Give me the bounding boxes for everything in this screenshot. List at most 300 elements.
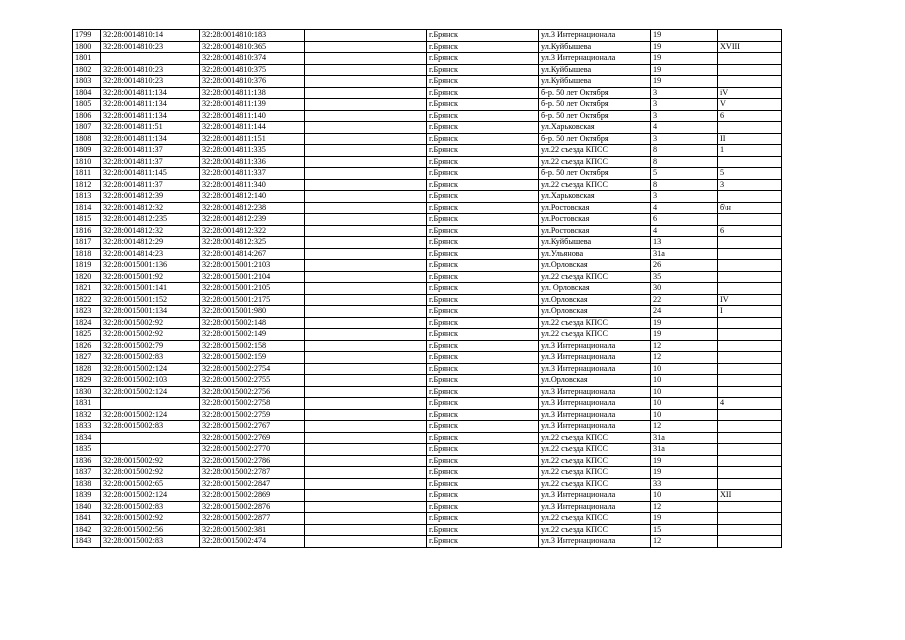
street-cell: б-р. 50 лет Октября [539, 110, 651, 122]
house-number-cell: 6 [651, 214, 718, 226]
object-cadastral-number: 32:28:0015002:474 [200, 536, 305, 548]
city-cell: г.Брянск [427, 283, 539, 295]
parcel-cadastral-number [101, 398, 200, 410]
row-number: 1816 [73, 225, 101, 237]
premises-cell [718, 478, 782, 490]
blank-cell [305, 122, 427, 134]
city-cell: г.Брянск [427, 363, 539, 375]
blank-cell [305, 513, 427, 525]
blank-cell [305, 156, 427, 168]
house-number-cell: 3 [651, 133, 718, 145]
house-number-cell: 31а [651, 432, 718, 444]
premises-cell [718, 191, 782, 203]
parcel-cadastral-number: 32:28:0014810:23 [101, 41, 200, 53]
blank-cell [305, 444, 427, 456]
blank-cell [305, 340, 427, 352]
city-cell: г.Брянск [427, 490, 539, 502]
city-cell: г.Брянск [427, 99, 539, 111]
row-number: 1805 [73, 99, 101, 111]
premises-cell: 6 [718, 110, 782, 122]
blank-cell [305, 87, 427, 99]
row-number: 1806 [73, 110, 101, 122]
object-cadastral-number: 32:28:0015001:2103 [200, 260, 305, 272]
object-cadastral-number: 32:28:0014810:365 [200, 41, 305, 53]
city-cell: г.Брянск [427, 294, 539, 306]
row-number: 1838 [73, 478, 101, 490]
row-number: 1818 [73, 248, 101, 260]
premises-cell [718, 524, 782, 536]
table-row [73, 202, 782, 214]
row-number: 1804 [73, 87, 101, 99]
object-cadastral-number: 32:28:0015001:2105 [200, 283, 305, 295]
parcel-cadastral-number: 32:28:0014814:23 [101, 248, 200, 260]
blank-cell [305, 110, 427, 122]
premises-cell [718, 237, 782, 249]
object-cadastral-number: 32:28:0014810:183 [200, 30, 305, 42]
premises-cell [718, 340, 782, 352]
city-cell: г.Брянск [427, 156, 539, 168]
row-number: 1832 [73, 409, 101, 421]
object-cadastral-number: 32:28:0015002:2786 [200, 455, 305, 467]
premises-cell [718, 513, 782, 525]
house-number-cell: 10 [651, 386, 718, 398]
row-number: 1830 [73, 386, 101, 398]
row-number: 1834 [73, 432, 101, 444]
house-number-cell: 8 [651, 156, 718, 168]
row-number: 1800 [73, 41, 101, 53]
street-cell: б-р. 50 лет Октября [539, 168, 651, 180]
parcel-cadastral-number: 32:28:0014812:32 [101, 202, 200, 214]
row-number: 1826 [73, 340, 101, 352]
table-row [73, 64, 782, 76]
parcel-cadastral-number: 32:28:0015001:152 [101, 294, 200, 306]
table-row [73, 168, 782, 180]
premises-cell: iV [718, 87, 782, 99]
parcel-cadastral-number: 32:28:0015002:92 [101, 329, 200, 341]
street-cell: ул.Орловская [539, 294, 651, 306]
city-cell: г.Брянск [427, 260, 539, 272]
table-row [73, 145, 782, 157]
city-cell: г.Брянск [427, 398, 539, 410]
blank-cell [305, 375, 427, 387]
house-number-cell: 22 [651, 294, 718, 306]
house-number-cell: 12 [651, 421, 718, 433]
city-cell: г.Брянск [427, 352, 539, 364]
blank-cell [305, 352, 427, 364]
city-cell: г.Брянск [427, 306, 539, 318]
house-number-cell: 10 [651, 375, 718, 387]
object-cadastral-number: 32:28:0015002:2767 [200, 421, 305, 433]
row-number: 1836 [73, 455, 101, 467]
table-row [73, 513, 782, 525]
table-row [73, 375, 782, 387]
street-cell: ул.22 съезда КПСС [539, 317, 651, 329]
parcel-cadastral-number: 32:28:0015002:92 [101, 513, 200, 525]
blank-cell [305, 467, 427, 479]
house-number-cell: 19 [651, 513, 718, 525]
blank-cell [305, 41, 427, 53]
blank-cell [305, 133, 427, 145]
parcel-cadastral-number: 32:28:0015001:136 [101, 260, 200, 272]
object-cadastral-number: 32:28:0015002:2758 [200, 398, 305, 410]
object-cadastral-number: 32:28:0014812:239 [200, 214, 305, 226]
street-cell: ул.3 Интернационала [539, 53, 651, 65]
table-row [73, 455, 782, 467]
house-number-cell: 19 [651, 30, 718, 42]
blank-cell [305, 168, 427, 180]
premises-cell [718, 352, 782, 364]
parcel-cadastral-number: 32:28:0015002:124 [101, 386, 200, 398]
object-cadastral-number: 32:28:0015002:2769 [200, 432, 305, 444]
street-cell: ул.22 съезда КПСС [539, 478, 651, 490]
blank-cell [305, 294, 427, 306]
row-number: 1814 [73, 202, 101, 214]
row-number: 1811 [73, 168, 101, 180]
street-cell: ул.22 съезда КПСС [539, 455, 651, 467]
street-cell: б-р. 50 лет Октября [539, 99, 651, 111]
premises-cell: XVIII [718, 41, 782, 53]
premises-cell [718, 317, 782, 329]
street-cell: ул.Ростовская [539, 202, 651, 214]
table-row [73, 467, 782, 479]
house-number-cell: 19 [651, 53, 718, 65]
street-cell: ул.Куйбышева [539, 76, 651, 88]
street-cell: ул.3 Интернационала [539, 409, 651, 421]
blank-cell [305, 260, 427, 272]
row-number: 1823 [73, 306, 101, 318]
object-cadastral-number: 32:28:0014811:140 [200, 110, 305, 122]
house-number-cell: 8 [651, 179, 718, 191]
premises-cell [718, 283, 782, 295]
street-cell: ул. Орловская [539, 283, 651, 295]
house-number-cell: 30 [651, 283, 718, 295]
table-row [73, 87, 782, 99]
object-cadastral-number: 32:28:0015002:2877 [200, 513, 305, 525]
premises-cell [718, 76, 782, 88]
house-number-cell: 19 [651, 329, 718, 341]
parcel-cadastral-number: 32:28:0014810:23 [101, 64, 200, 76]
row-number: 1837 [73, 467, 101, 479]
city-cell: г.Брянск [427, 375, 539, 387]
property-register-table [72, 29, 782, 548]
table-row [73, 99, 782, 111]
row-number: 1835 [73, 444, 101, 456]
city-cell: г.Брянск [427, 87, 539, 99]
object-cadastral-number: 32:28:0014812:140 [200, 191, 305, 203]
table-row [73, 110, 782, 122]
street-cell: ул.Ульянова [539, 248, 651, 260]
table-row [73, 329, 782, 341]
row-number: 1839 [73, 490, 101, 502]
house-number-cell: 13 [651, 237, 718, 249]
city-cell: г.Брянск [427, 168, 539, 180]
blank-cell [305, 271, 427, 283]
house-number-cell: 19 [651, 64, 718, 76]
table-row [73, 432, 782, 444]
parcel-cadastral-number: 32:28:0015002:79 [101, 340, 200, 352]
house-number-cell: 8 [651, 145, 718, 157]
object-cadastral-number: 32:28:0015002:2876 [200, 501, 305, 513]
premises-cell: 5 [718, 168, 782, 180]
street-cell: ул.3 Интернационала [539, 501, 651, 513]
table-row [73, 306, 782, 318]
house-number-cell: 19 [651, 317, 718, 329]
table-row [73, 283, 782, 295]
object-cadastral-number: 32:28:0015002:2754 [200, 363, 305, 375]
table-row [73, 191, 782, 203]
parcel-cadastral-number: 32:28:0015002:83 [101, 501, 200, 513]
street-cell: ул.3 Интернационала [539, 421, 651, 433]
city-cell: г.Брянск [427, 386, 539, 398]
object-cadastral-number: 32:28:0015002:149 [200, 329, 305, 341]
city-cell: г.Брянск [427, 202, 539, 214]
row-number: 1813 [73, 191, 101, 203]
blank-cell [305, 214, 427, 226]
table-row [73, 179, 782, 191]
parcel-cadastral-number [101, 53, 200, 65]
row-number: 1822 [73, 294, 101, 306]
street-cell: ул.Орловская [539, 375, 651, 387]
premises-cell: 6 [718, 225, 782, 237]
street-cell: ул.22 съезда КПСС [539, 156, 651, 168]
premises-cell: II [718, 133, 782, 145]
blank-cell [305, 432, 427, 444]
premises-cell [718, 386, 782, 398]
row-number: 1819 [73, 260, 101, 272]
house-number-cell: 10 [651, 363, 718, 375]
row-number: 1824 [73, 317, 101, 329]
house-number-cell: 3 [651, 110, 718, 122]
premises-cell: б\н [718, 202, 782, 214]
row-number: 1829 [73, 375, 101, 387]
table-row [73, 386, 782, 398]
parcel-cadastral-number: 32:28:0014811:37 [101, 145, 200, 157]
city-cell: г.Брянск [427, 53, 539, 65]
city-cell: г.Брянск [427, 513, 539, 525]
parcel-cadastral-number: 32:28:0015001:134 [101, 306, 200, 318]
premises-cell [718, 432, 782, 444]
row-number: 1809 [73, 145, 101, 157]
row-number: 1820 [73, 271, 101, 283]
table-row [73, 53, 782, 65]
parcel-cadastral-number: 32:28:0014812:235 [101, 214, 200, 226]
blank-cell [305, 363, 427, 375]
blank-cell [305, 225, 427, 237]
object-cadastral-number: 32:28:0014812:322 [200, 225, 305, 237]
city-cell: г.Брянск [427, 455, 539, 467]
blank-cell [305, 53, 427, 65]
house-number-cell: 24 [651, 306, 718, 318]
table-row [73, 524, 782, 536]
row-number: 1831 [73, 398, 101, 410]
city-cell: г.Брянск [427, 214, 539, 226]
blank-cell [305, 501, 427, 513]
table-row [73, 122, 782, 134]
premises-cell [718, 156, 782, 168]
street-cell: ул.3 Интернационала [539, 340, 651, 352]
street-cell: б-р. 50 лет Октября [539, 87, 651, 99]
parcel-cadastral-number: 32:28:0015002:83 [101, 421, 200, 433]
street-cell: ул.22 съезда КПСС [539, 513, 651, 525]
parcel-cadastral-number: 32:28:0015002:103 [101, 375, 200, 387]
blank-cell [305, 179, 427, 191]
table-row [73, 478, 782, 490]
object-cadastral-number: 32:28:0014814:267 [200, 248, 305, 260]
parcel-cadastral-number: 32:28:0015002:65 [101, 478, 200, 490]
object-cadastral-number: 32:28:0014810:374 [200, 53, 305, 65]
city-cell: г.Брянск [427, 64, 539, 76]
city-cell: г.Брянск [427, 444, 539, 456]
street-cell: ул.22 съезда КПСС [539, 444, 651, 456]
table-row [73, 76, 782, 88]
street-cell: ул.3 Интернационала [539, 536, 651, 548]
house-number-cell: 10 [651, 490, 718, 502]
city-cell: г.Брянск [427, 421, 539, 433]
street-cell: ул.22 съезда КПСС [539, 432, 651, 444]
premises-cell [718, 467, 782, 479]
object-cadastral-number: 32:28:0015002:2755 [200, 375, 305, 387]
object-cadastral-number: 32:28:0015002:2847 [200, 478, 305, 490]
table-row [73, 225, 782, 237]
row-number: 1841 [73, 513, 101, 525]
row-number: 1810 [73, 156, 101, 168]
row-number: 1825 [73, 329, 101, 341]
row-number: 1803 [73, 76, 101, 88]
table-row [73, 156, 782, 168]
street-cell: ул.Куйбышева [539, 41, 651, 53]
house-number-cell: 26 [651, 260, 718, 272]
row-number: 1817 [73, 237, 101, 249]
premises-cell [718, 53, 782, 65]
premises-cell [718, 444, 782, 456]
object-cadastral-number: 32:28:0015001:980 [200, 306, 305, 318]
blank-cell [305, 30, 427, 42]
premises-cell [718, 30, 782, 42]
parcel-cadastral-number: 32:28:0014812:29 [101, 237, 200, 249]
table-row [73, 214, 782, 226]
city-cell: г.Брянск [427, 145, 539, 157]
blank-cell [305, 237, 427, 249]
table-row [73, 317, 782, 329]
city-cell: г.Брянск [427, 478, 539, 490]
object-cadastral-number: 32:28:0014811:138 [200, 87, 305, 99]
street-cell: ул.Куйбышева [539, 64, 651, 76]
blank-cell [305, 191, 427, 203]
street-cell: ул.Ростовская [539, 214, 651, 226]
table-body [73, 30, 782, 548]
row-number: 1802 [73, 64, 101, 76]
city-cell: г.Брянск [427, 501, 539, 513]
premises-cell: IV [718, 294, 782, 306]
house-number-cell: 3 [651, 87, 718, 99]
street-cell: ул.22 съезда КПСС [539, 271, 651, 283]
premises-cell: XII [718, 490, 782, 502]
city-cell: г.Брянск [427, 30, 539, 42]
row-number: 1808 [73, 133, 101, 145]
parcel-cadastral-number [101, 432, 200, 444]
table-row [73, 248, 782, 260]
table-row [73, 421, 782, 433]
blank-cell [305, 455, 427, 467]
city-cell: г.Брянск [427, 191, 539, 203]
object-cadastral-number: 32:28:0014812:325 [200, 237, 305, 249]
premises-cell [718, 536, 782, 548]
row-number: 1843 [73, 536, 101, 548]
table-row [73, 363, 782, 375]
parcel-cadastral-number: 32:28:0014811:51 [101, 122, 200, 134]
object-cadastral-number: 32:28:0015002:381 [200, 524, 305, 536]
object-cadastral-number: 32:28:0015002:148 [200, 317, 305, 329]
city-cell: г.Брянск [427, 133, 539, 145]
object-cadastral-number: 32:28:0015002:2756 [200, 386, 305, 398]
city-cell: г.Брянск [427, 225, 539, 237]
blank-cell [305, 202, 427, 214]
house-number-cell: 31а [651, 248, 718, 260]
object-cadastral-number: 32:28:0015002:2759 [200, 409, 305, 421]
city-cell: г.Брянск [427, 467, 539, 479]
blank-cell [305, 99, 427, 111]
table-row [73, 444, 782, 456]
object-cadastral-number: 32:28:0014810:376 [200, 76, 305, 88]
city-cell: г.Брянск [427, 340, 539, 352]
street-cell: ул.22 съезда КПСС [539, 179, 651, 191]
premises-cell [718, 271, 782, 283]
street-cell: ул.Куйбышева [539, 237, 651, 249]
house-number-cell: 12 [651, 536, 718, 548]
street-cell: ул.Харьковская [539, 191, 651, 203]
premises-cell [718, 260, 782, 272]
city-cell: г.Брянск [427, 271, 539, 283]
premises-cell [718, 375, 782, 387]
city-cell: г.Брянск [427, 524, 539, 536]
object-cadastral-number: 32:28:0015002:158 [200, 340, 305, 352]
parcel-cadastral-number: 32:28:0015002:92 [101, 455, 200, 467]
street-cell: ул.22 съезда КПСС [539, 524, 651, 536]
street-cell: ул.3 Интернационала [539, 30, 651, 42]
house-number-cell: 19 [651, 76, 718, 88]
table-row [73, 294, 782, 306]
street-cell: ул.3 Интернационала [539, 386, 651, 398]
row-number: 1807 [73, 122, 101, 134]
premises-cell: 3 [718, 179, 782, 191]
house-number-cell: 35 [651, 271, 718, 283]
house-number-cell: 10 [651, 409, 718, 421]
table-row [73, 30, 782, 42]
table-row [73, 271, 782, 283]
premises-cell [718, 64, 782, 76]
blank-cell [305, 76, 427, 88]
parcel-cadastral-number: 32:28:0015002:124 [101, 363, 200, 375]
house-number-cell: 10 [651, 398, 718, 410]
house-number-cell: 12 [651, 352, 718, 364]
house-number-cell: 31а [651, 444, 718, 456]
object-cadastral-number: 32:28:0014811:139 [200, 99, 305, 111]
premises-cell [718, 501, 782, 513]
street-cell: ул.3 Интернационала [539, 363, 651, 375]
street-cell: ул.3 Интернационала [539, 490, 651, 502]
city-cell: г.Брянск [427, 248, 539, 260]
object-cadastral-number: 32:28:0014810:375 [200, 64, 305, 76]
parcel-cadastral-number: 32:28:0015001:141 [101, 283, 200, 295]
street-cell: ул.3 Интернационала [539, 352, 651, 364]
parcel-cadastral-number: 32:28:0014811:134 [101, 110, 200, 122]
table-row [73, 352, 782, 364]
row-number: 1840 [73, 501, 101, 513]
parcel-cadastral-number: 32:28:0015002:124 [101, 490, 200, 502]
object-cadastral-number: 32:28:0014811:144 [200, 122, 305, 134]
premises-cell [718, 122, 782, 134]
premises-cell [718, 329, 782, 341]
